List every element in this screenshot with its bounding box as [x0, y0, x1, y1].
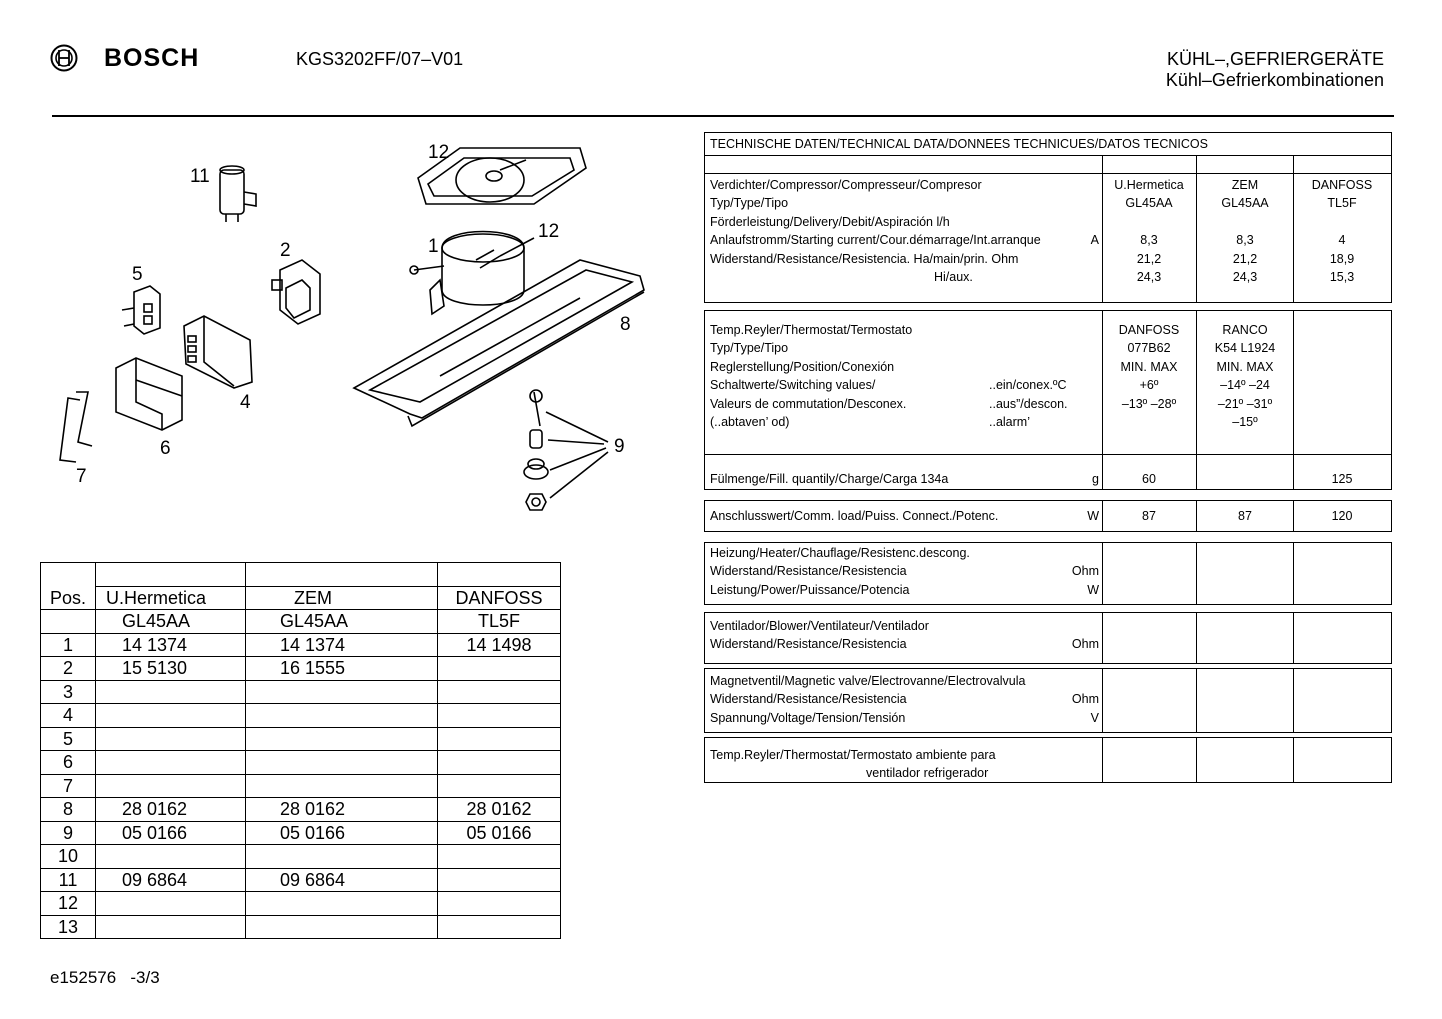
parts-table [40, 562, 561, 939]
tech-row-label: Valeurs de commutation/Desconex. [710, 396, 907, 411]
load-label: Anschlusswert/Comm. load/Puiss. Connect./Potenc. [710, 509, 999, 523]
fill-value-3: 125 [1331, 472, 1353, 486]
parts-cell-pos: 8 [41, 798, 96, 822]
parts-cell-c2 [246, 915, 438, 939]
tech-row-label: Typ/Type/Tipo [710, 196, 789, 211]
callout-5: 5 [132, 264, 143, 285]
callout-4: 4 [240, 392, 251, 413]
tech-row-unit: Ohm [1071, 637, 1099, 652]
tech-row-label: Schaltwerte/Switching values/ [710, 378, 876, 393]
parts-cell-c2: 05 0166 [246, 821, 438, 845]
parts-row [41, 633, 561, 657]
callout-2: 2 [280, 240, 291, 261]
parts-cell-c3 [438, 680, 561, 704]
tech-row-label: Typ/Type/Tipo [710, 341, 789, 356]
tech-row-label: Widerstand/Resistance/Resistencia [710, 564, 907, 579]
tech-row-label: Heizung/Heater/Chauflage/Resistenc.descong. [710, 546, 970, 560]
tech-row-unit: Ohm [1071, 692, 1099, 707]
callout-8: 8 [620, 314, 631, 335]
heater-block [704, 542, 1392, 605]
callout-1: 1 [428, 236, 439, 257]
parts-row [41, 657, 561, 681]
parts-cell-c2 [246, 751, 438, 775]
tech-row [705, 562, 1391, 580]
fill-label: Fülmenge/Fill. quantily/Charge/Carga 134a [710, 472, 949, 486]
tech-row [705, 213, 1391, 231]
tech-row-value-2: 8,3 [1236, 233, 1254, 248]
parts-cell-c2 [246, 727, 438, 751]
parts-cell-c1 [96, 845, 246, 869]
tech-row-label: Verdichter/Compressor/Compresseur/Compresor [710, 178, 982, 192]
parts-cell-c3 [438, 727, 561, 751]
tech-row [705, 635, 1391, 653]
parts-cell-c1: 15 5130 [96, 657, 246, 681]
tech-row [705, 672, 1391, 690]
parts-row [41, 821, 561, 845]
tech-row-value-2: RANCO [1222, 323, 1268, 337]
parts-cell-pos: 13 [41, 915, 96, 939]
parts-cell-c1 [96, 774, 246, 798]
tech-row [705, 544, 1391, 562]
parts-cell-c3 [438, 751, 561, 775]
tech-row-unit: A [1090, 233, 1099, 248]
load-value-2: 87 [1238, 509, 1252, 523]
footer-doc-id: e152576 -3/3 [50, 968, 160, 987]
tech-row-value-1: DANFOSS [1118, 323, 1180, 337]
header-divider [52, 115, 1394, 117]
tech-row-value-1: 077B62 [1127, 341, 1171, 356]
tech-row [705, 176, 1391, 194]
ambient-line-1: Temp.Reyler/Thermostat/Termostato ambiente para [710, 748, 996, 762]
callout-11: 12 [428, 142, 450, 163]
tech-row-value-2: –14º –24 [1220, 378, 1270, 393]
parts-cell-c2 [246, 774, 438, 798]
tech-row-label: Widerstand/Resistance/Resistencia. Ha/main/prin. Ohm [710, 251, 1019, 266]
tech-row-label: Spannung/Voltage/Tension/Tensión [710, 710, 906, 725]
tech-row-value-3: 15,3 [1329, 269, 1355, 284]
parts-cell-c1 [96, 680, 246, 704]
parts-cell-c1: 14 1374 [96, 633, 246, 657]
tech-row-value-2: 21,2 [1232, 251, 1258, 266]
tech-row-unit: W [1087, 582, 1099, 597]
brand-name: BOSCH [104, 44, 200, 72]
tech-row [705, 395, 1391, 413]
tech-row-label: Widerstand/Resistance/Resistencia [710, 692, 907, 707]
callout-6: 6 [160, 438, 171, 459]
tech-row-value-1: –13º –28º [1121, 396, 1177, 411]
tech-row-label: Leistung/Power/Puissance/Potencia [710, 582, 910, 597]
tech-row-value-2: ZEM [1231, 178, 1259, 192]
tech-row-value-2: –21º –31º [1217, 396, 1273, 411]
col-type-1: GL45AA [96, 610, 246, 634]
tech-row-value-1: 21,2 [1136, 251, 1162, 266]
parts-row [41, 868, 561, 892]
tech-title-block [704, 132, 1392, 174]
col-name-3: DANFOSS [438, 586, 561, 610]
tech-row-value-1: U.Hermetica [1114, 178, 1184, 192]
parts-row [41, 751, 561, 775]
parts-cell-c2: 14 1374 [246, 633, 438, 657]
part-8-base-rail [354, 260, 644, 426]
parts-cell-c3 [438, 704, 561, 728]
parts-row [41, 915, 561, 939]
tech-row-label: Ventilador/Blower/Ventilateur/Ventilador [710, 619, 929, 633]
part-10-capacitor [220, 166, 256, 222]
parts-cell-pos: 2 [41, 657, 96, 681]
tech-row [705, 321, 1391, 339]
tech-row [705, 250, 1391, 268]
tech-row-value-1: 8,3 [1140, 233, 1158, 248]
parts-cell-c1: 28 0162 [96, 798, 246, 822]
col-type-3: TL5F [438, 610, 561, 634]
tech-row-condition: ..aus”/descon. [989, 396, 1068, 411]
parts-cell-pos: 10 [41, 845, 96, 869]
parts-cell-pos: 6 [41, 751, 96, 775]
parts-cell-c3 [438, 868, 561, 892]
parts-cell-c2: 16 1555 [246, 657, 438, 681]
part-5-terminal [122, 286, 160, 334]
col-name-1: U.Hermetica [96, 586, 246, 610]
fill-value-1: 60 [1142, 472, 1156, 486]
parts-row [41, 727, 561, 751]
parts-cell-pos: 3 [41, 680, 96, 704]
part-4-control-panel [184, 316, 252, 388]
parts-row [41, 892, 561, 916]
tech-row-label: Reglerstellung/Position/Conexión [710, 359, 895, 374]
col-name-2: ZEM [246, 586, 438, 610]
tech-row [705, 376, 1391, 394]
tech-row [705, 413, 1391, 431]
parts-cell-c1: 05 0166 [96, 821, 246, 845]
parts-cell-c2 [246, 845, 438, 869]
tech-row-label: Temp.Reyler/Thermostat/Termostato [710, 323, 913, 337]
parts-cell-pos: 5 [41, 727, 96, 751]
parts-cell-c1 [96, 915, 246, 939]
col-type-2: GL45AA [246, 610, 438, 634]
parts-cell-c2: 09 6864 [246, 868, 438, 892]
exploded-parts-diagram [40, 130, 680, 530]
tech-row [705, 231, 1391, 249]
tech-row-condition: ..alarm’ [989, 414, 1030, 429]
tech-row [705, 339, 1391, 357]
tech-row-label: (..abtaven’ od) [710, 414, 790, 429]
parts-cell-c1 [96, 704, 246, 728]
tech-row-unit: V [1090, 710, 1099, 725]
parts-cell-c2 [246, 892, 438, 916]
category-subtitle: Kühl–Gefrierkombinationen [1165, 70, 1384, 90]
callout-12b: 12 [538, 221, 560, 242]
parts-row [41, 774, 561, 798]
callout-7: 7 [76, 466, 87, 487]
callout-9: 9 [614, 436, 625, 457]
parts-cell-c1 [96, 751, 246, 775]
refrigerant-fill-block [704, 454, 1392, 490]
tech-row-value-3: 4 [1338, 233, 1346, 248]
tech-row-unit: Ohm [1071, 564, 1099, 579]
thermostat-block [704, 310, 1392, 455]
ambient-thermostat-block [704, 737, 1392, 783]
parts-cell-c3 [438, 845, 561, 869]
tech-title: TECHNISCHE DATEN/TECHNICAL DATA/DONNEES TECHNICUES/DATOS TECNICOS [710, 137, 1208, 151]
magnetic-valve-block [704, 668, 1392, 733]
tech-row-value-1: GL45AA [1125, 196, 1173, 211]
tech-row-label: Anlaufstromm/Starting current/Cour.démarrage/Int.arranque [710, 233, 1041, 248]
tech-row-condition: ..ein/conex.ºC [989, 378, 1067, 393]
part-6-housing [116, 358, 182, 430]
parts-cell-c2 [246, 680, 438, 704]
model-number: KGS3202FF/07–V01 [296, 49, 464, 69]
parts-row [41, 845, 561, 869]
parts-cell-pos: 1 [41, 633, 96, 657]
ambient-line-2: ventilador refrigerador [866, 766, 989, 781]
parts-cell-c1: 09 6864 [96, 868, 246, 892]
tech-row-value-2: MIN. MAX [1216, 359, 1274, 374]
tech-row [705, 194, 1391, 212]
parts-cell-c3 [438, 915, 561, 939]
part-9-fasteners [524, 390, 608, 510]
pos-header: Pos. [41, 586, 96, 610]
compressor-block [704, 173, 1392, 303]
tech-row-value-3: 18,9 [1329, 251, 1355, 266]
tech-row [705, 268, 1391, 286]
parts-row [41, 704, 561, 728]
bosch-logo-icon [50, 44, 78, 72]
tech-row [705, 690, 1391, 708]
parts-cell-pos: 7 [41, 774, 96, 798]
parts-cell-c2 [246, 704, 438, 728]
tech-row-value-2: –15º [1232, 414, 1258, 429]
parts-cell-c3 [438, 657, 561, 681]
part-2-relay [272, 260, 320, 324]
parts-cell-pos: 4 [41, 704, 96, 728]
tech-row [705, 358, 1391, 376]
fill-unit: g [1092, 472, 1099, 486]
parts-row [41, 680, 561, 704]
parts-cell-c3: 05 0166 [438, 821, 561, 845]
tech-row-value-1: 24,3 [1136, 269, 1162, 284]
load-value-3: 120 [1331, 509, 1353, 523]
parts-cell-pos: 11 [41, 868, 96, 892]
tech-row-value-2: GL45AA [1221, 196, 1269, 211]
parts-cell-pos: 12 [41, 892, 96, 916]
tech-row-value-2: 24,3 [1232, 269, 1258, 284]
tech-row-value-2: K54 L1924 [1214, 341, 1276, 356]
footer-page: -3/3 [130, 968, 160, 987]
load-unit: W [1087, 509, 1099, 523]
tech-row [705, 617, 1391, 635]
tech-row-label: Magnetventil/Magnetic valve/Electrovanne/Electrovalvula [710, 674, 1026, 688]
tech-row-label: Widerstand/Resistance/Resistencia [710, 637, 907, 652]
parts-cell-c3: 28 0162 [438, 798, 561, 822]
parts-cell-c1 [96, 892, 246, 916]
tech-row-value-1: MIN. MAX [1120, 359, 1178, 374]
load-value-1: 87 [1142, 509, 1156, 523]
tech-row-value-3: TL5F [1327, 196, 1357, 211]
parts-cell-c3 [438, 892, 561, 916]
category-title: KÜHL–,GEFRIERGERÄTE [1166, 49, 1384, 69]
parts-cell-c1 [96, 727, 246, 751]
callout-10: 11 [190, 166, 210, 187]
connected-load-block [704, 500, 1392, 532]
parts-cell-c2: 28 0162 [246, 798, 438, 822]
tech-row [705, 709, 1391, 727]
fan-block [704, 612, 1392, 664]
parts-cell-pos: 9 [41, 821, 96, 845]
parts-row [41, 798, 561, 822]
tech-row [705, 581, 1391, 599]
parts-cell-c3 [438, 774, 561, 798]
tech-row-value-3: DANFOSS [1311, 178, 1373, 192]
tech-row-value-1: +6º [1139, 378, 1159, 393]
part-7-clip [60, 392, 92, 462]
parts-cell-c3: 14 1498 [438, 633, 561, 657]
tech-row-label: Hi/aux. [934, 269, 973, 284]
tech-row-label: Förderleistung/Delivery/Debit/Aspiración l/h [710, 214, 950, 229]
